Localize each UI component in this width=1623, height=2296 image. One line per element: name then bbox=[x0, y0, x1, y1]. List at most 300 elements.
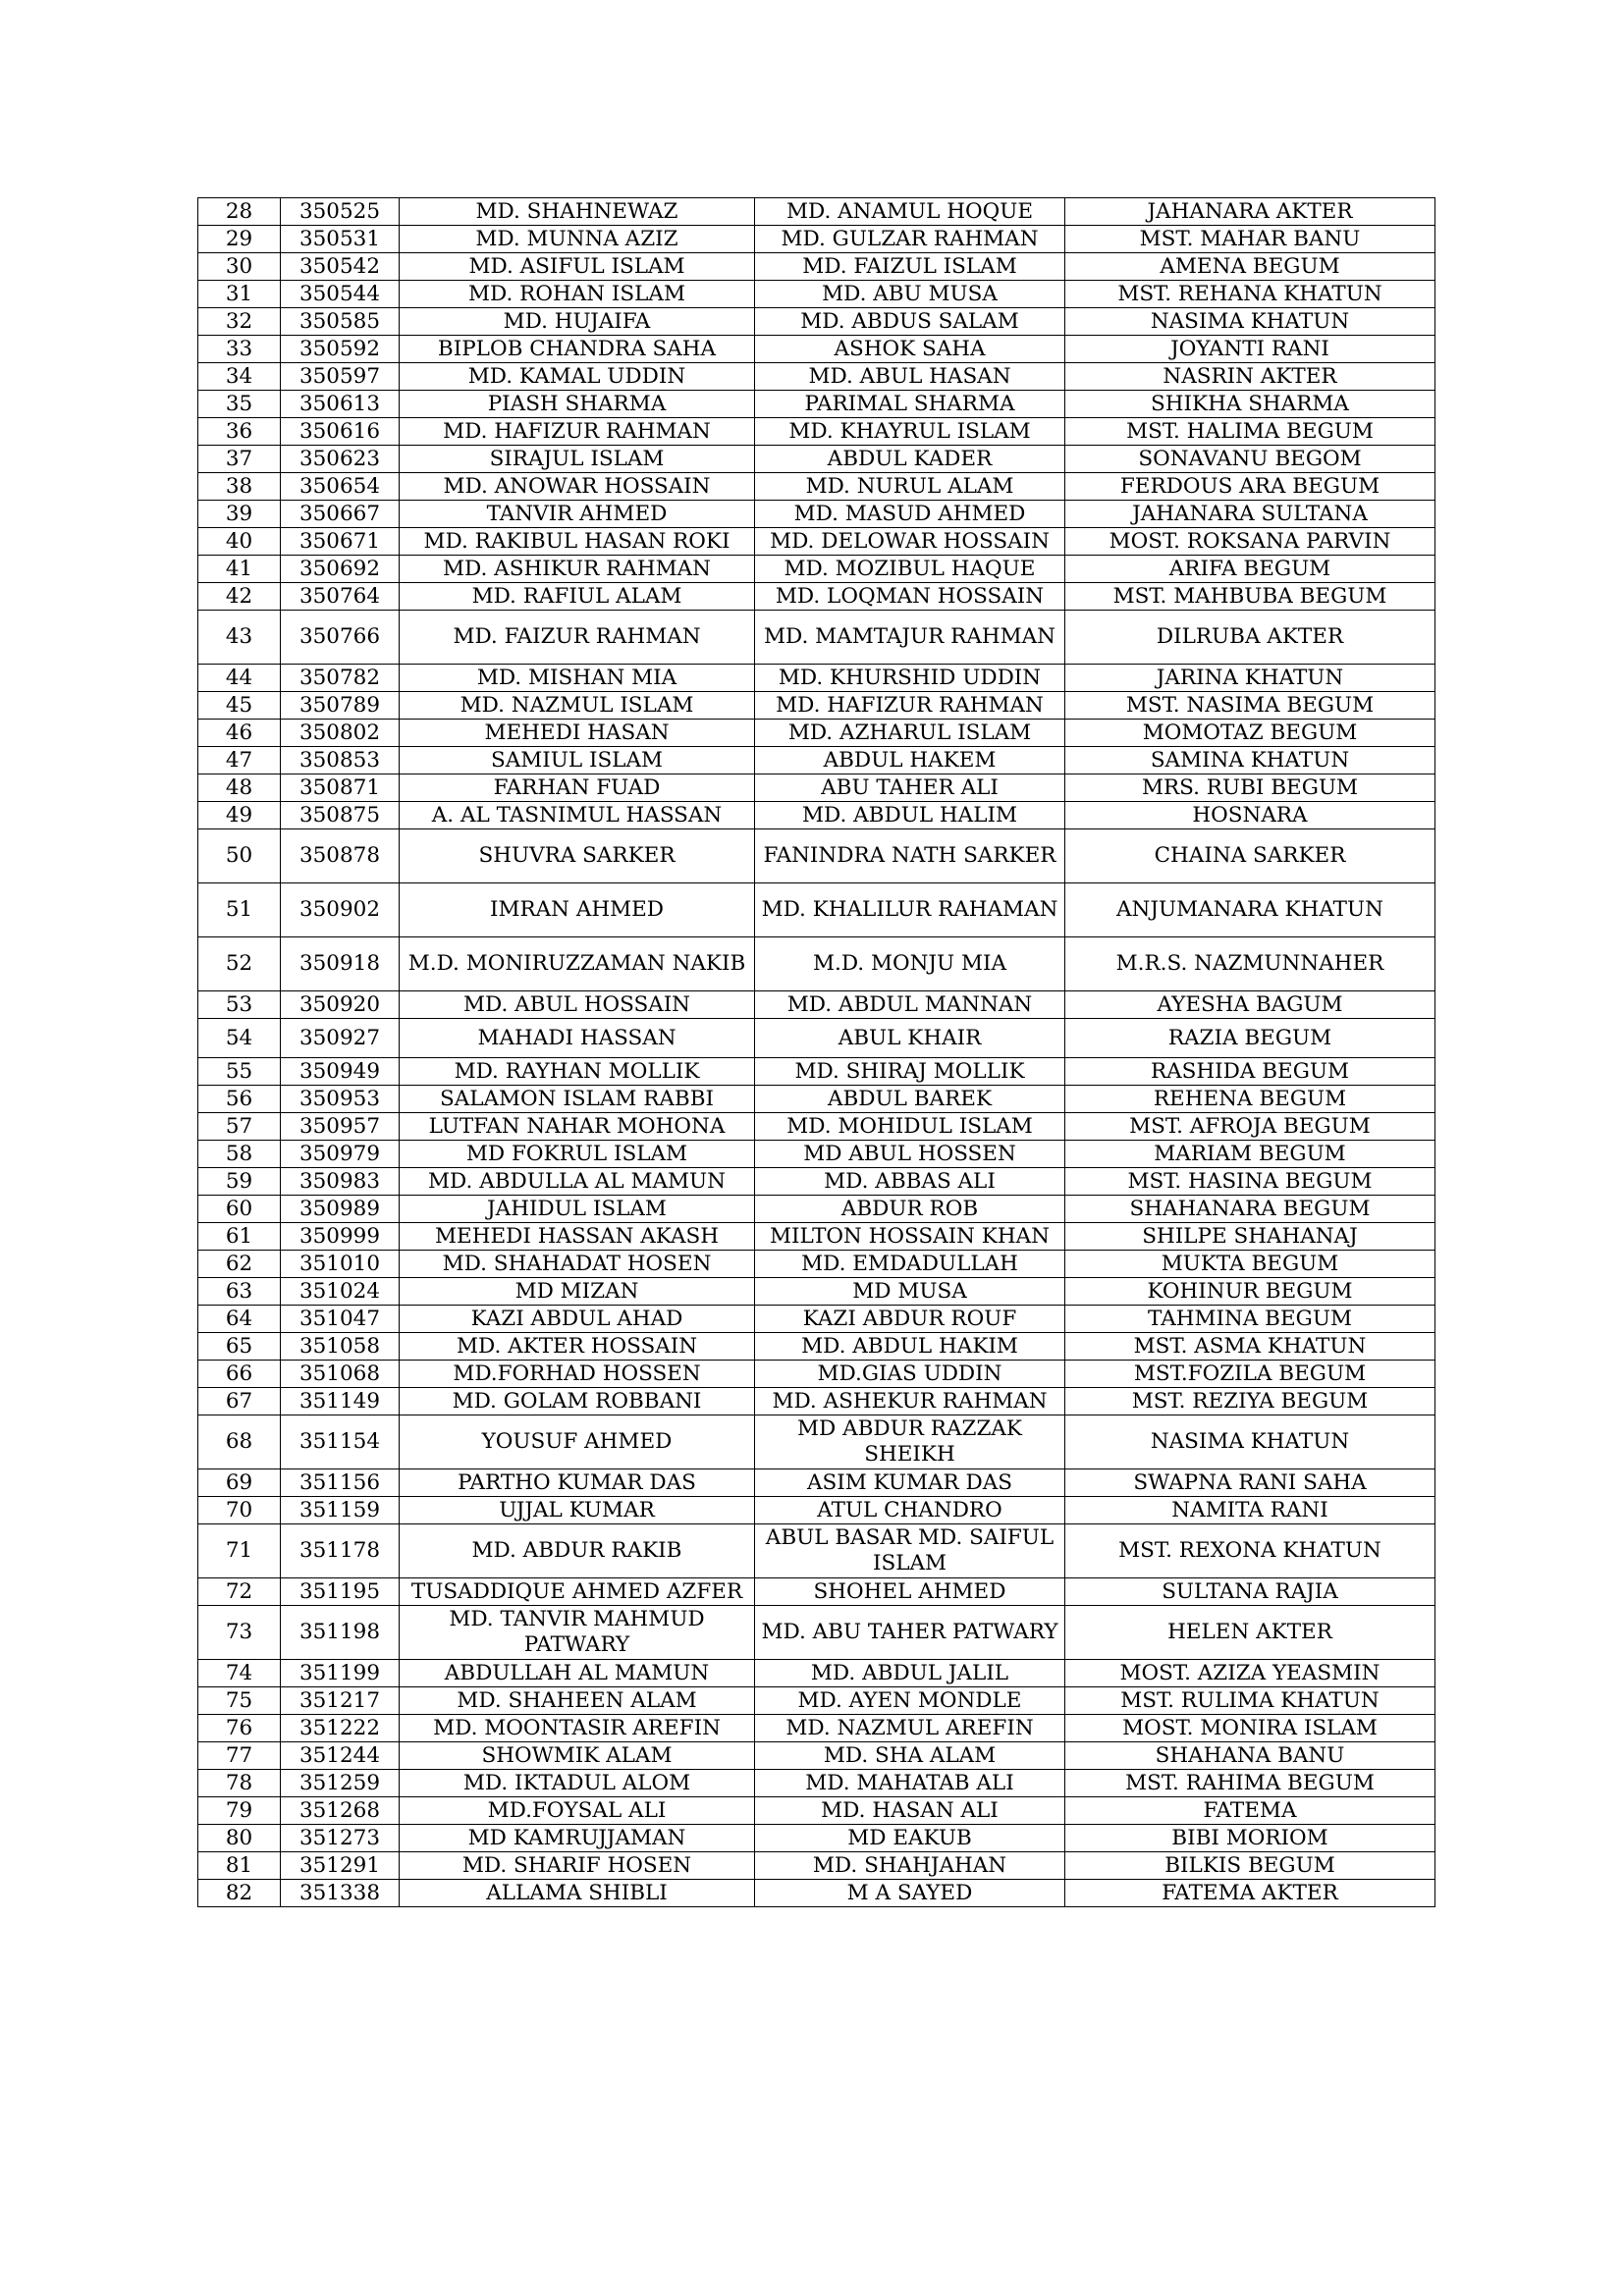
serial-number-cell: 32 bbox=[198, 308, 281, 336]
table-row bbox=[198, 1058, 1435, 1086]
roll-number-cell: 351178 bbox=[281, 1524, 400, 1578]
candidate-name-cell: ABDULLAH AL MAMUN bbox=[400, 1660, 755, 1687]
serial-number-cell: 36 bbox=[198, 418, 281, 446]
candidate-name-cell: SHOWMIK ALAM bbox=[400, 1742, 755, 1770]
mother-name-cell: SULTANA RAJIA bbox=[1065, 1578, 1435, 1606]
mother-name-cell: SHAHANARA BEGUM bbox=[1065, 1196, 1435, 1223]
mother-name-cell: MST. RULIMA KHATUN bbox=[1065, 1687, 1435, 1715]
father-name-cell: MD. ABU TAHER PATWARY bbox=[755, 1606, 1065, 1660]
mother-name-cell: ANJUMANARA KHATUN bbox=[1065, 883, 1435, 937]
mother-name-cell: MST. AFROJA BEGUM bbox=[1065, 1113, 1435, 1141]
serial-number-cell: 43 bbox=[198, 611, 281, 665]
serial-number-cell: 33 bbox=[198, 336, 281, 363]
father-name-cell: MD. ABBAS ALI bbox=[755, 1168, 1065, 1196]
candidate-name-cell: MD FOKRUL ISLAM bbox=[400, 1141, 755, 1168]
candidate-name-cell: MD. ASIFUL ISLAM bbox=[400, 253, 755, 281]
father-name-cell: MD. KHALILUR RAHAMAN bbox=[755, 883, 1065, 937]
father-name-cell: MD. ANAMUL HOQUE bbox=[755, 198, 1065, 226]
father-name-cell: MD. AYEN MONDLE bbox=[755, 1687, 1065, 1715]
mother-name-cell: HOSNARA bbox=[1065, 802, 1435, 829]
father-name-cell: MD. KHAYRUL ISLAM bbox=[755, 418, 1065, 446]
table-row bbox=[198, 1019, 1435, 1058]
candidate-name-cell: MD. ANOWAR HOSSAIN bbox=[400, 473, 755, 501]
roll-number-cell: 350592 bbox=[281, 336, 400, 363]
mother-name-cell: M.R.S. NAZMUNNAHER bbox=[1065, 937, 1435, 991]
table-row bbox=[198, 1278, 1435, 1306]
serial-number-cell: 74 bbox=[198, 1660, 281, 1687]
table-row bbox=[198, 1141, 1435, 1168]
serial-number-cell: 73 bbox=[198, 1606, 281, 1660]
roll-number-cell: 350989 bbox=[281, 1196, 400, 1223]
roll-number-cell: 350949 bbox=[281, 1058, 400, 1086]
roll-number-cell: 350667 bbox=[281, 501, 400, 528]
roll-number-cell: 350671 bbox=[281, 528, 400, 556]
mother-name-cell: BIBI MORIOM bbox=[1065, 1825, 1435, 1852]
mother-name-cell: MOST. MONIRA ISLAM bbox=[1065, 1715, 1435, 1742]
mother-name-cell: MST. NASIMA BEGUM bbox=[1065, 692, 1435, 720]
mother-name-cell: JARINA KHATUN bbox=[1065, 665, 1435, 692]
mother-name-cell: ARIFA BEGUM bbox=[1065, 556, 1435, 583]
father-name-cell: ABUL KHAIR bbox=[755, 1019, 1065, 1058]
candidate-name-cell: MD. MISHAN MIA bbox=[400, 665, 755, 692]
roll-number-cell: 351156 bbox=[281, 1469, 400, 1497]
table-row bbox=[198, 883, 1435, 937]
mother-name-cell: MRS. RUBI BEGUM bbox=[1065, 774, 1435, 802]
father-name-cell: ASHOK SAHA bbox=[755, 336, 1065, 363]
roll-number-cell: 351259 bbox=[281, 1770, 400, 1797]
mother-name-cell: SAMINA KHATUN bbox=[1065, 747, 1435, 774]
candidate-name-cell: MD MIZAN bbox=[400, 1278, 755, 1306]
roll-number-cell: 350979 bbox=[281, 1141, 400, 1168]
serial-number-cell: 81 bbox=[198, 1852, 281, 1880]
father-name-cell: MD. ABU MUSA bbox=[755, 281, 1065, 308]
mother-name-cell: FATEMA bbox=[1065, 1797, 1435, 1825]
table-row bbox=[198, 1852, 1435, 1880]
roll-number-cell: 350544 bbox=[281, 281, 400, 308]
roll-number-cell: 350654 bbox=[281, 473, 400, 501]
mother-name-cell: NASIMA KHATUN bbox=[1065, 308, 1435, 336]
table-row bbox=[198, 991, 1435, 1019]
father-name-cell: MD. ABDUL HALIM bbox=[755, 802, 1065, 829]
mother-name-cell: JAHANARA AKTER bbox=[1065, 198, 1435, 226]
candidate-name-cell: KAZI ABDUL AHAD bbox=[400, 1306, 755, 1333]
father-name-cell: MD. MOZIBUL HAQUE bbox=[755, 556, 1065, 583]
mother-name-cell: MST. HASINA BEGUM bbox=[1065, 1168, 1435, 1196]
serial-number-cell: 69 bbox=[198, 1469, 281, 1497]
serial-number-cell: 50 bbox=[198, 829, 281, 883]
roll-number-cell: 350902 bbox=[281, 883, 400, 937]
father-name-cell: MD. SHAHJAHAN bbox=[755, 1852, 1065, 1880]
roll-number-cell: 350616 bbox=[281, 418, 400, 446]
table-row bbox=[198, 1880, 1435, 1907]
serial-number-cell: 65 bbox=[198, 1333, 281, 1361]
serial-number-cell: 76 bbox=[198, 1715, 281, 1742]
serial-number-cell: 82 bbox=[198, 1880, 281, 1907]
roll-number-cell: 351159 bbox=[281, 1497, 400, 1524]
table-row bbox=[198, 336, 1435, 363]
roll-number-cell: 350999 bbox=[281, 1223, 400, 1251]
table-row bbox=[198, 611, 1435, 665]
roll-number-cell: 351268 bbox=[281, 1797, 400, 1825]
serial-number-cell: 77 bbox=[198, 1742, 281, 1770]
father-name-cell: MD. ABDUL JALIL bbox=[755, 1660, 1065, 1687]
mother-name-cell: JAHANARA SULTANA bbox=[1065, 501, 1435, 528]
father-name-cell: MD. ABDUL MANNAN bbox=[755, 991, 1065, 1019]
mother-name-cell: FATEMA AKTER bbox=[1065, 1880, 1435, 1907]
table-row bbox=[198, 1825, 1435, 1852]
candidate-name-cell: MD KAMRUJJAMAN bbox=[400, 1825, 755, 1852]
table-row bbox=[198, 501, 1435, 528]
candidate-name-cell: BIPLOB CHANDRA SAHA bbox=[400, 336, 755, 363]
mother-name-cell: MST. MAHAR BANU bbox=[1065, 226, 1435, 253]
father-name-cell: MD ABDUR RAZZAK SHEIKH bbox=[755, 1415, 1065, 1469]
candidate-name-cell: MEHEDI HASSAN AKASH bbox=[400, 1223, 755, 1251]
table-row bbox=[198, 1251, 1435, 1278]
mother-name-cell: MOMOTAZ BEGUM bbox=[1065, 720, 1435, 747]
mother-name-cell: NASRIN AKTER bbox=[1065, 363, 1435, 391]
serial-number-cell: 39 bbox=[198, 501, 281, 528]
serial-number-cell: 37 bbox=[198, 446, 281, 473]
serial-number-cell: 57 bbox=[198, 1113, 281, 1141]
table-row bbox=[198, 1797, 1435, 1825]
mother-name-cell: MST. REXONA KHATUN bbox=[1065, 1524, 1435, 1578]
serial-number-cell: 44 bbox=[198, 665, 281, 692]
father-name-cell: MILTON HOSSAIN KHAN bbox=[755, 1223, 1065, 1251]
mother-name-cell: TAHMINA BEGUM bbox=[1065, 1306, 1435, 1333]
roll-number-cell: 350953 bbox=[281, 1086, 400, 1113]
candidate-name-cell: PARTHO KUMAR DAS bbox=[400, 1469, 755, 1497]
candidate-name-cell: MD. HAFIZUR RAHMAN bbox=[400, 418, 755, 446]
table-row bbox=[198, 1524, 1435, 1578]
roll-number-cell: 350597 bbox=[281, 363, 400, 391]
father-name-cell: MD. ABDUL HAKIM bbox=[755, 1333, 1065, 1361]
candidate-name-cell: MD. IKTADUL ALOM bbox=[400, 1770, 755, 1797]
serial-number-cell: 56 bbox=[198, 1086, 281, 1113]
roll-number-cell: 350542 bbox=[281, 253, 400, 281]
table-row bbox=[198, 1578, 1435, 1606]
father-name-cell: MD. NURUL ALAM bbox=[755, 473, 1065, 501]
table-row bbox=[198, 665, 1435, 692]
table-row bbox=[198, 198, 1435, 226]
table-row bbox=[198, 802, 1435, 829]
table-row bbox=[198, 1687, 1435, 1715]
candidate-name-cell: MD. ABDULLA AL MAMUN bbox=[400, 1168, 755, 1196]
mother-name-cell: MST. RAHIMA BEGUM bbox=[1065, 1770, 1435, 1797]
candidate-name-cell: MD. RAKIBUL HASAN ROKI bbox=[400, 528, 755, 556]
candidate-name-cell: TANVIR AHMED bbox=[400, 501, 755, 528]
table-row bbox=[198, 1388, 1435, 1415]
father-name-cell: MD. ASHEKUR RAHMAN bbox=[755, 1388, 1065, 1415]
table-row bbox=[198, 1660, 1435, 1687]
serial-number-cell: 51 bbox=[198, 883, 281, 937]
serial-number-cell: 40 bbox=[198, 528, 281, 556]
candidate-name-cell: A. AL TASNIMUL HASSAN bbox=[400, 802, 755, 829]
table-row bbox=[198, 308, 1435, 336]
serial-number-cell: 34 bbox=[198, 363, 281, 391]
table-row bbox=[198, 1742, 1435, 1770]
roll-number-cell: 350613 bbox=[281, 391, 400, 418]
roll-number-cell: 350983 bbox=[281, 1168, 400, 1196]
serial-number-cell: 49 bbox=[198, 802, 281, 829]
mother-name-cell: BILKIS BEGUM bbox=[1065, 1852, 1435, 1880]
roll-number-cell: 350789 bbox=[281, 692, 400, 720]
candidate-name-cell: PIASH SHARMA bbox=[400, 391, 755, 418]
mother-name-cell: RAZIA BEGUM bbox=[1065, 1019, 1435, 1058]
father-name-cell: MD. AZHARUL ISLAM bbox=[755, 720, 1065, 747]
father-name-cell: SHOHEL AHMED bbox=[755, 1578, 1065, 1606]
father-name-cell: ABUL BASAR MD. SAIFUL ISLAM bbox=[755, 1524, 1065, 1578]
mother-name-cell: KOHINUR BEGUM bbox=[1065, 1278, 1435, 1306]
roll-number-cell: 350927 bbox=[281, 1019, 400, 1058]
father-name-cell: MD ABUL HOSSEN bbox=[755, 1141, 1065, 1168]
mother-name-cell: MARIAM BEGUM bbox=[1065, 1141, 1435, 1168]
roll-number-cell: 350875 bbox=[281, 802, 400, 829]
candidate-name-cell: MD. HUJAIFA bbox=[400, 308, 755, 336]
candidate-name-cell: MD. ABUL HOSSAIN bbox=[400, 991, 755, 1019]
mother-name-cell: MST. REZIYA BEGUM bbox=[1065, 1388, 1435, 1415]
table-row bbox=[198, 829, 1435, 883]
father-name-cell: PARIMAL SHARMA bbox=[755, 391, 1065, 418]
candidate-name-cell: JAHIDUL ISLAM bbox=[400, 1196, 755, 1223]
roll-number-cell: 351047 bbox=[281, 1306, 400, 1333]
serial-number-cell: 59 bbox=[198, 1168, 281, 1196]
mother-name-cell: NASIMA KHATUN bbox=[1065, 1415, 1435, 1469]
roll-number-cell: 350918 bbox=[281, 937, 400, 991]
roll-number-cell: 351149 bbox=[281, 1388, 400, 1415]
candidate-name-cell: IMRAN AHMED bbox=[400, 883, 755, 937]
mother-name-cell: CHAINA SARKER bbox=[1065, 829, 1435, 883]
candidate-list-table bbox=[197, 197, 1435, 1907]
mother-name-cell: SHILPE SHAHANAJ bbox=[1065, 1223, 1435, 1251]
serial-number-cell: 63 bbox=[198, 1278, 281, 1306]
roll-number-cell: 351273 bbox=[281, 1825, 400, 1852]
serial-number-cell: 55 bbox=[198, 1058, 281, 1086]
serial-number-cell: 47 bbox=[198, 747, 281, 774]
serial-number-cell: 66 bbox=[198, 1361, 281, 1388]
mother-name-cell: MST. MAHBUBA BEGUM bbox=[1065, 583, 1435, 611]
table-row bbox=[198, 1086, 1435, 1113]
table-row bbox=[198, 1333, 1435, 1361]
mother-name-cell: NAMITA RANI bbox=[1065, 1497, 1435, 1524]
candidate-name-cell: MD. RAYHAN MOLLIK bbox=[400, 1058, 755, 1086]
table-row bbox=[198, 1415, 1435, 1469]
table-row bbox=[198, 281, 1435, 308]
father-name-cell: MD. HAFIZUR RAHMAN bbox=[755, 692, 1065, 720]
candidate-name-cell: MD. ABDUR RAKIB bbox=[400, 1524, 755, 1578]
serial-number-cell: 46 bbox=[198, 720, 281, 747]
father-name-cell: ASIM KUMAR DAS bbox=[755, 1469, 1065, 1497]
father-name-cell: MD. EMDADULLAH bbox=[755, 1251, 1065, 1278]
serial-number-cell: 38 bbox=[198, 473, 281, 501]
candidate-name-cell: MD. ROHAN ISLAM bbox=[400, 281, 755, 308]
father-name-cell: ABDUL KADER bbox=[755, 446, 1065, 473]
serial-number-cell: 60 bbox=[198, 1196, 281, 1223]
table-row bbox=[198, 937, 1435, 991]
serial-number-cell: 29 bbox=[198, 226, 281, 253]
father-name-cell: MD.GIAS UDDIN bbox=[755, 1361, 1065, 1388]
mother-name-cell: MST. REHANA KHATUN bbox=[1065, 281, 1435, 308]
mother-name-cell: REHENA BEGUM bbox=[1065, 1086, 1435, 1113]
candidate-name-cell: M.D. MONIRUZZAMAN NAKIB bbox=[400, 937, 755, 991]
serial-number-cell: 42 bbox=[198, 583, 281, 611]
roll-number-cell: 350802 bbox=[281, 720, 400, 747]
candidate-name-cell: MD. MUNNA AZIZ bbox=[400, 226, 755, 253]
table-row bbox=[198, 720, 1435, 747]
table-row bbox=[198, 774, 1435, 802]
father-name-cell: MD. MOHIDUL ISLAM bbox=[755, 1113, 1065, 1141]
mother-name-cell: MST.FOZILA BEGUM bbox=[1065, 1361, 1435, 1388]
roll-number-cell: 350853 bbox=[281, 747, 400, 774]
mother-name-cell: MOST. AZIZA YEASMIN bbox=[1065, 1660, 1435, 1687]
table-row bbox=[198, 1606, 1435, 1660]
mother-name-cell: HELEN AKTER bbox=[1065, 1606, 1435, 1660]
serial-number-cell: 48 bbox=[198, 774, 281, 802]
roll-number-cell: 350531 bbox=[281, 226, 400, 253]
candidate-name-cell: MD. SHARIF HOSEN bbox=[400, 1852, 755, 1880]
roll-number-cell: 350878 bbox=[281, 829, 400, 883]
father-name-cell: MD. KHURSHID UDDIN bbox=[755, 665, 1065, 692]
mother-name-cell: FERDOUS ARA BEGUM bbox=[1065, 473, 1435, 501]
serial-number-cell: 70 bbox=[198, 1497, 281, 1524]
candidate-name-cell: MD. TANVIR MAHMUD PATWARY bbox=[400, 1606, 755, 1660]
candidate-name-cell: MD. ASHIKUR RAHMAN bbox=[400, 556, 755, 583]
candidate-name-cell: MAHADI HASSAN bbox=[400, 1019, 755, 1058]
candidate-name-cell: YOUSUF AHMED bbox=[400, 1415, 755, 1469]
roll-number-cell: 351291 bbox=[281, 1852, 400, 1880]
table-row bbox=[198, 528, 1435, 556]
table-row bbox=[198, 473, 1435, 501]
roll-number-cell: 351217 bbox=[281, 1687, 400, 1715]
candidate-name-cell: SALAMON ISLAM RABBI bbox=[400, 1086, 755, 1113]
father-name-cell: MD. DELOWAR HOSSAIN bbox=[755, 528, 1065, 556]
mother-name-cell: MST. ASMA KHATUN bbox=[1065, 1333, 1435, 1361]
serial-number-cell: 68 bbox=[198, 1415, 281, 1469]
table-row bbox=[198, 1361, 1435, 1388]
table-row bbox=[198, 1168, 1435, 1196]
table-row bbox=[198, 1223, 1435, 1251]
serial-number-cell: 80 bbox=[198, 1825, 281, 1852]
serial-number-cell: 71 bbox=[198, 1524, 281, 1578]
table-row bbox=[198, 253, 1435, 281]
father-name-cell: MD. ABDUS SALAM bbox=[755, 308, 1065, 336]
father-name-cell: M A SAYED bbox=[755, 1880, 1065, 1907]
mother-name-cell: SWAPNA RANI SAHA bbox=[1065, 1469, 1435, 1497]
father-name-cell: MD. MAHATAB ALI bbox=[755, 1770, 1065, 1797]
father-name-cell: MD. MASUD AHMED bbox=[755, 501, 1065, 528]
serial-number-cell: 67 bbox=[198, 1388, 281, 1415]
father-name-cell: ABDUL HAKEM bbox=[755, 747, 1065, 774]
father-name-cell: ATUL CHANDRO bbox=[755, 1497, 1065, 1524]
candidate-name-cell: MD. MOONTASIR AREFIN bbox=[400, 1715, 755, 1742]
roll-number-cell: 350623 bbox=[281, 446, 400, 473]
serial-number-cell: 30 bbox=[198, 253, 281, 281]
mother-name-cell: SONAVANU BEGOM bbox=[1065, 446, 1435, 473]
roll-number-cell: 350585 bbox=[281, 308, 400, 336]
roll-number-cell: 351010 bbox=[281, 1251, 400, 1278]
father-name-cell: MD. SHIRAJ MOLLIK bbox=[755, 1058, 1065, 1086]
table-row bbox=[198, 363, 1435, 391]
father-name-cell: MD EAKUB bbox=[755, 1825, 1065, 1852]
mother-name-cell: MST. HALIMA BEGUM bbox=[1065, 418, 1435, 446]
mother-name-cell: RASHIDA BEGUM bbox=[1065, 1058, 1435, 1086]
table-row bbox=[198, 1196, 1435, 1223]
candidate-name-cell: MD. NAZMUL ISLAM bbox=[400, 692, 755, 720]
candidate-name-cell: FARHAN FUAD bbox=[400, 774, 755, 802]
candidate-name-cell: SIRAJUL ISLAM bbox=[400, 446, 755, 473]
roll-number-cell: 350871 bbox=[281, 774, 400, 802]
father-name-cell: M.D. MONJU MIA bbox=[755, 937, 1065, 991]
father-name-cell: ABDUL BAREK bbox=[755, 1086, 1065, 1113]
roll-number-cell: 350920 bbox=[281, 991, 400, 1019]
candidate-name-cell: MD. SHAHEEN ALAM bbox=[400, 1687, 755, 1715]
father-name-cell: MD. LOQMAN HOSSAIN bbox=[755, 583, 1065, 611]
table-row bbox=[198, 556, 1435, 583]
table-row bbox=[198, 391, 1435, 418]
serial-number-cell: 61 bbox=[198, 1223, 281, 1251]
serial-number-cell: 52 bbox=[198, 937, 281, 991]
table-row bbox=[198, 1770, 1435, 1797]
serial-number-cell: 45 bbox=[198, 692, 281, 720]
table-row bbox=[198, 1469, 1435, 1497]
father-name-cell: KAZI ABDUR ROUF bbox=[755, 1306, 1065, 1333]
father-name-cell: ABDUR ROB bbox=[755, 1196, 1065, 1223]
roll-number-cell: 351024 bbox=[281, 1278, 400, 1306]
candidate-name-cell: MD. RAFIUL ALAM bbox=[400, 583, 755, 611]
roll-number-cell: 350525 bbox=[281, 198, 400, 226]
candidate-name-cell: MD. SHAHADAT HOSEN bbox=[400, 1251, 755, 1278]
candidate-name-cell: SAMIUL ISLAM bbox=[400, 747, 755, 774]
table-row bbox=[198, 418, 1435, 446]
serial-number-cell: 41 bbox=[198, 556, 281, 583]
candidate-name-cell: SHUVRA SARKER bbox=[400, 829, 755, 883]
table-row bbox=[198, 583, 1435, 611]
serial-number-cell: 72 bbox=[198, 1578, 281, 1606]
mother-name-cell: AYESHA BAGUM bbox=[1065, 991, 1435, 1019]
roll-number-cell: 351068 bbox=[281, 1361, 400, 1388]
serial-number-cell: 54 bbox=[198, 1019, 281, 1058]
father-name-cell: MD. ABUL HASAN bbox=[755, 363, 1065, 391]
table-row bbox=[198, 747, 1435, 774]
roll-number-cell: 350764 bbox=[281, 583, 400, 611]
roll-number-cell: 350692 bbox=[281, 556, 400, 583]
table-row bbox=[198, 446, 1435, 473]
roll-number-cell: 351198 bbox=[281, 1606, 400, 1660]
serial-number-cell: 58 bbox=[198, 1141, 281, 1168]
father-name-cell: MD. GULZAR RAHMAN bbox=[755, 226, 1065, 253]
father-name-cell: MD. HASAN ALI bbox=[755, 1797, 1065, 1825]
father-name-cell: MD. FAIZUL ISLAM bbox=[755, 253, 1065, 281]
mother-name-cell: MOST. ROKSANA PARVIN bbox=[1065, 528, 1435, 556]
roll-number-cell: 351244 bbox=[281, 1742, 400, 1770]
table-row bbox=[198, 226, 1435, 253]
candidate-name-cell: LUTFAN NAHAR MOHONA bbox=[400, 1113, 755, 1141]
candidate-name-cell: MEHEDI HASAN bbox=[400, 720, 755, 747]
candidate-name-cell: TUSADDIQUE AHMED AZFER bbox=[400, 1578, 755, 1606]
candidate-name-cell: MD.FOYSAL ALI bbox=[400, 1797, 755, 1825]
serial-number-cell: 35 bbox=[198, 391, 281, 418]
table-row bbox=[198, 1715, 1435, 1742]
roll-number-cell: 351058 bbox=[281, 1333, 400, 1361]
mother-name-cell: JOYANTI RANI bbox=[1065, 336, 1435, 363]
candidate-name-cell: ALLAMA SHIBLI bbox=[400, 1880, 755, 1907]
candidate-name-cell: MD.FORHAD HOSSEN bbox=[400, 1361, 755, 1388]
serial-number-cell: 79 bbox=[198, 1797, 281, 1825]
candidate-name-cell: MD. AKTER HOSSAIN bbox=[400, 1333, 755, 1361]
mother-name-cell: SHAHANA BANU bbox=[1065, 1742, 1435, 1770]
table-body bbox=[198, 198, 1435, 1907]
mother-name-cell: SHIKHA SHARMA bbox=[1065, 391, 1435, 418]
serial-number-cell: 28 bbox=[198, 198, 281, 226]
